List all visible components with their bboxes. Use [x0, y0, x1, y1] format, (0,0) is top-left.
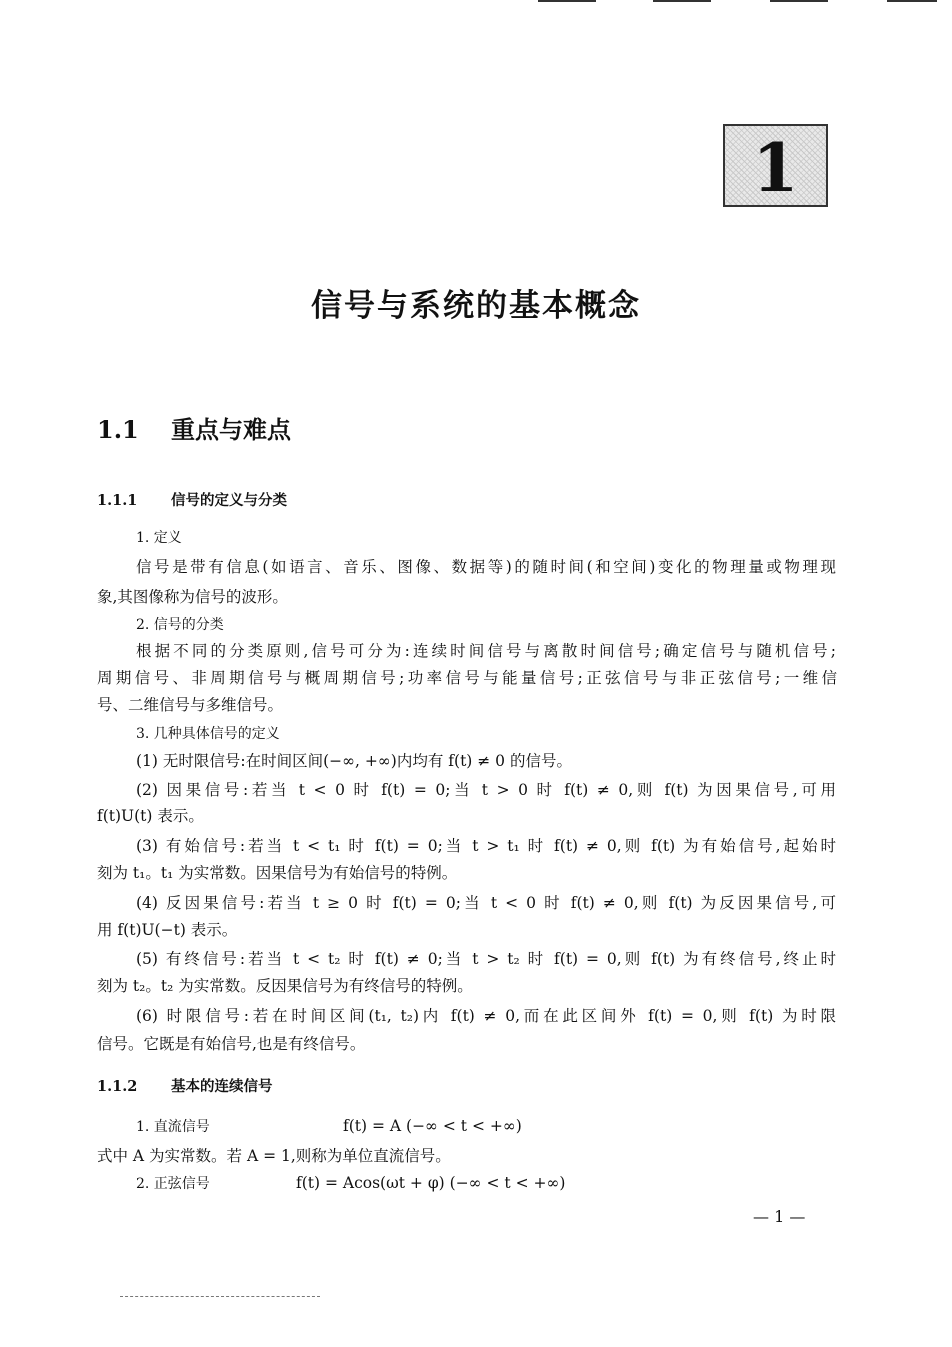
section-title: 重点与难点	[171, 416, 291, 444]
paragraph-line: (4) 反因果信号:若当 t ≥ 0 时 f(t) = 0;当 t < 0 时 f(t) ≠ 0,则 f(t) 为反因果信号,可	[136, 894, 836, 912]
classification-label: 2. 信号的分类	[136, 617, 224, 633]
subsection-heading	[97, 1075, 273, 1096]
paragraph-line: 周期信号、非周期信号与概周期信号;功率信号与能量信号;正弦信号与非正弦信号;一维信	[97, 669, 837, 687]
top-rule	[538, 0, 596, 2]
page-number: — 1 —	[753, 1207, 806, 1226]
paragraph-line: 刻为 t₁。t₁ 为实常数。因果信号为有始信号的特例。	[97, 864, 458, 882]
paragraph-line: 刻为 t₂。t₂ 为实常数。反因果信号为有终信号的特例。	[97, 977, 473, 995]
top-rule	[887, 0, 937, 2]
section-number: 1.1	[97, 415, 139, 444]
dc-signal-formula: f(t) = A (−∞ < t < +∞)	[343, 1117, 522, 1135]
sine-signal-label: 2. 正弦信号	[136, 1176, 210, 1192]
paragraph-line: 信号。它既是有始信号,也是有终信号。	[97, 1035, 366, 1053]
scan-artifact-line	[120, 1296, 320, 1297]
paragraph-line: 信号是带有信息(如语言、音乐、图像、数据等)的随时间(和空间)变化的物理量或物理现	[136, 558, 836, 576]
paragraph-line: (6) 时限信号:若在时间区间(t₁, t₂)内 f(t) ≠ 0,而在此区间外 f(t) = 0,则 f(t) 为时限	[136, 1007, 836, 1025]
definition-label: 1. 定义	[136, 530, 182, 546]
paragraph-line: f(t)U(t) 表示。	[97, 807, 204, 825]
dc-signal-label: 1. 直流信号	[136, 1119, 210, 1135]
top-rule	[770, 0, 828, 2]
signal-kinds-label: 3. 几种具体信号的定义	[136, 726, 280, 742]
paragraph-line: 象,其图像称为信号的波形。	[97, 588, 288, 606]
section-heading	[97, 410, 291, 445]
chapter-number: 1	[752, 129, 799, 207]
subsection-number: 1.1.2	[97, 1078, 138, 1095]
paragraph-line: (1) 无时限信号:在时间区间(−∞, +∞)内均有 f(t) ≠ 0 的信号。	[136, 752, 572, 770]
paragraph-line: (2) 因果信号:若当 t < 0 时 f(t) = 0;当 t > 0 时 f(t) ≠ 0,则 f(t) 为因果信号,可用	[136, 781, 837, 799]
chapter-number-box	[723, 124, 828, 207]
subsection-number: 1.1.1	[97, 492, 138, 509]
subsection-title: 基本的连续信号	[171, 1079, 273, 1095]
paragraph-line: (3) 有始信号:若当 t < t₁ 时 f(t) = 0;当 t > t₁ 时 f(t) ≠ 0,则 f(t) 为有始信号,起始时	[136, 837, 836, 855]
top-rule	[653, 0, 711, 2]
paragraph-line: 式中 A 为实常数。若 A = 1,则称为单位直流信号。	[97, 1147, 451, 1165]
paragraph-line: 根据不同的分类原则,信号可分为:连续时间信号与离散时间信号;确定信号与随机信号;	[136, 642, 836, 660]
paragraph-line: 用 f(t)U(−t) 表示。	[97, 921, 238, 939]
subsection-title: 信号的定义与分类	[171, 493, 287, 509]
subsection-heading	[97, 489, 287, 510]
paragraph-line: (5) 有终信号:若当 t < t₂ 时 f(t) ≠ 0;当 t > t₂ 时 f(t) = 0,则 f(t) 为有终信号,终止时	[136, 950, 836, 968]
chapter-title: 信号与系统的基本概念	[311, 288, 641, 324]
sine-signal-formula: f(t) = Acos(ωt + φ) (−∞ < t < +∞)	[296, 1174, 566, 1192]
paragraph-line: 号、二维信号与多维信号。	[97, 696, 284, 714]
